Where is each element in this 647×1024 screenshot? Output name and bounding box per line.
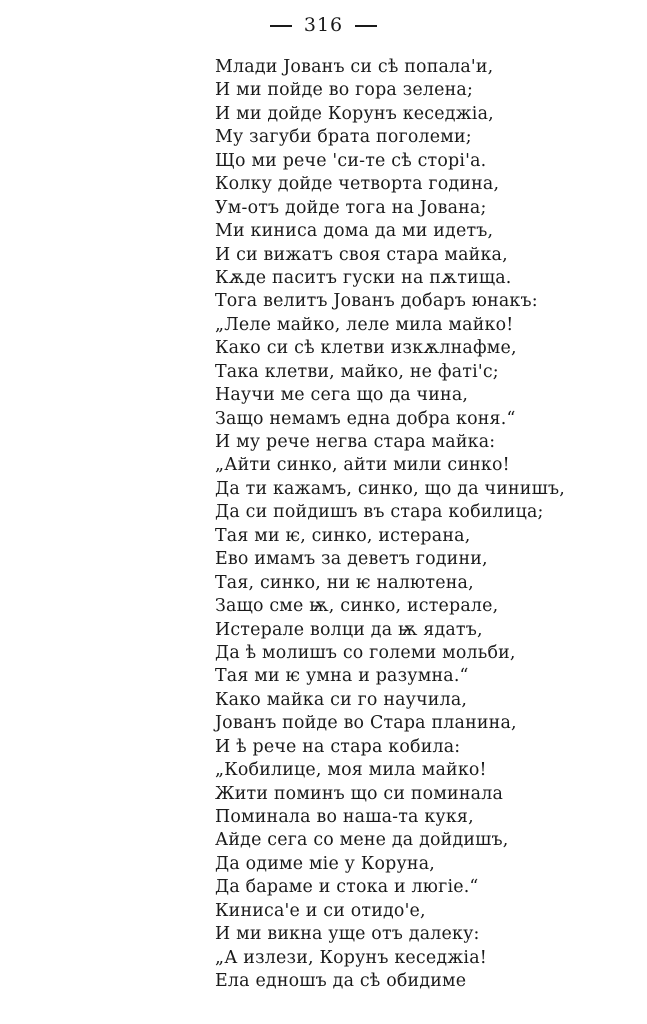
- poem-line: Како майка си го научила,: [215, 689, 468, 710]
- poem-line: Истерале волци да ѭ ядатъ,: [215, 619, 483, 640]
- poem-line: Защо сме ѭ, синко, истерале,: [215, 596, 499, 617]
- poem-line: Да ти кажамъ, синко, що да чинишъ,: [215, 478, 565, 499]
- poem-line: „Кобилице, моя мила майко!: [215, 760, 487, 781]
- poem-line: „Айти синко, айти мили синко!: [215, 455, 510, 476]
- poem-line: Научи ме сега що да чина,: [215, 385, 469, 406]
- poem-line: Да ѣ молишъ со големи мольби,: [215, 642, 516, 663]
- poem-line: Колку дойде четворта година,: [215, 174, 500, 195]
- poem-line: Защо немамъ една добра коня.“: [215, 408, 516, 429]
- poem-line: Поминала во наша-та кукя,: [215, 807, 474, 827]
- poem-line: Кѫде паситъ гуски на пѫтища.: [215, 267, 512, 288]
- page-header: [0, 14, 647, 36]
- right-dash: [355, 25, 377, 27]
- poem-line: Ево имамъ за деветъ години,: [215, 549, 488, 570]
- poem-line: Киниса'е и си отидо'е,: [215, 900, 426, 921]
- poem-line: Тая ми ѥ умна и разумна.“: [215, 666, 469, 687]
- page-number: 316: [303, 14, 344, 36]
- poem-line: Како си сѣ клетви изкѫлнафме,: [215, 338, 517, 359]
- poem-line: Да одиме міе у Коруна,: [215, 853, 435, 874]
- poem-line: И ми викна уще отъ далеку:: [215, 924, 480, 945]
- poem-line: Ум-отъ дойде тога на Јована;: [215, 197, 487, 218]
- left-dash: [270, 25, 292, 27]
- poem-line: Да бараме и стока и люгіе.“: [215, 877, 479, 898]
- poem-line: Ми киниса дома да ми идетъ,: [215, 221, 494, 242]
- poem-line: Ела едношъ да сѣ обидиме: [215, 971, 467, 992]
- poem-line: И си вижатъ своя стара майка,: [215, 244, 508, 265]
- poem-line: И ми пойде во гора зелена;: [215, 80, 474, 101]
- poem-line: Млади Јованъ си сѣ попала'и,: [215, 57, 494, 77]
- poem-line: И му рече негва стара майка:: [215, 432, 496, 452]
- poem-line: „А излези, Корунъ кеседжіа!: [215, 947, 487, 968]
- poem-line: И ѣ рече на стара кобила:: [215, 736, 461, 757]
- poem-text: [215, 56, 635, 994]
- poem-line: Айде сега со мене да дойдишъ,: [215, 830, 509, 851]
- poem-line: Да си пойдишъ въ стара кобилица;: [215, 502, 544, 523]
- poem-line: Така клетви, майко, не фаті'с;: [215, 361, 499, 382]
- poem-line: Жити поминъ що си поминала: [215, 783, 504, 804]
- poem-line: Тая ми ѥ, синко, истерана,: [215, 525, 471, 546]
- poem-line: Јованъ пойде во Стара планина,: [215, 713, 517, 734]
- poem-line: Тога велитъ Јованъ добаръ юнакъ:: [215, 291, 538, 312]
- poem-line: „Леле майко, леле мила майко!: [215, 314, 514, 335]
- poem-line: Му загуби брата поголеми;: [215, 127, 472, 148]
- poem-line: Що ми рече 'си-те сѣ сторі'а.: [215, 150, 487, 171]
- poem-line: И ми дойде Корунъ кеседжіа,: [215, 103, 494, 124]
- poem-line: Тая, синко, ни ѥ налютена,: [215, 572, 474, 593]
